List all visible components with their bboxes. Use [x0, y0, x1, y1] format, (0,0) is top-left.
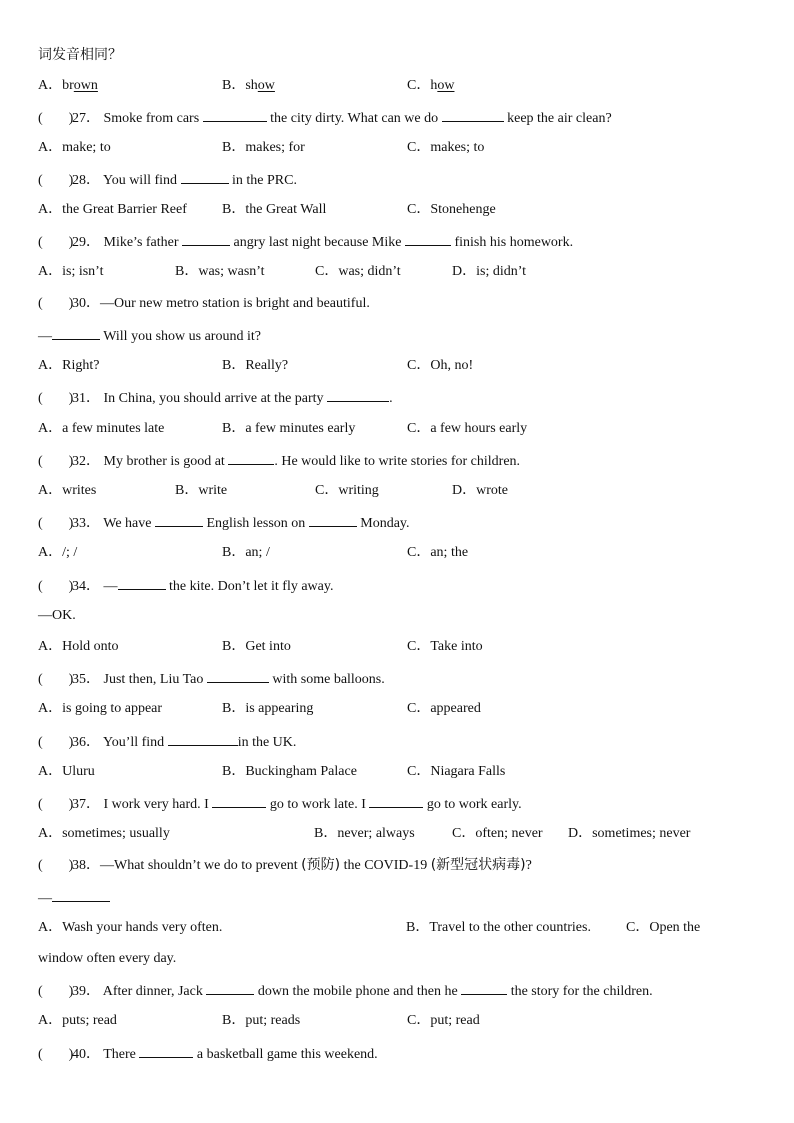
q40-stem: ( )40． There a basketball game this weekend.	[38, 1044, 378, 1062]
question-number: 34．	[72, 579, 100, 594]
question-number: 36．	[72, 735, 100, 750]
q33-stem: ( )33． We have English lesson on Monday.	[38, 513, 410, 531]
option-c[interactable]: C．a few hours early	[407, 421, 528, 436]
option-a[interactable]: A．is; isn’t	[38, 264, 104, 279]
option-b[interactable]: B．makes; for	[222, 140, 305, 155]
option-c[interactable]: C．was; didn’t	[315, 264, 401, 279]
option-a[interactable]: A．a few minutes late	[38, 421, 165, 436]
answer-blank[interactable]	[52, 326, 100, 340]
question-number: 39．	[72, 984, 100, 999]
q38-reply: —	[38, 888, 110, 906]
answer-blank[interactable]	[182, 232, 230, 246]
q30-stem: ( )30．—Our new metro station is bright and beautiful.	[38, 296, 370, 311]
answer-blank[interactable]	[181, 170, 229, 184]
answer-blank[interactable]	[212, 794, 266, 808]
q39-stem: ( )39． After dinner, Jack down the mobile phone and then he the story for the children.	[38, 981, 653, 999]
answer-blank[interactable]	[207, 669, 269, 683]
option-a[interactable]: A．Wash your hands very often.	[38, 920, 223, 935]
q35-stem: ( )35． Just then, Liu Tao with some balloons.	[38, 669, 385, 687]
answer-bracket[interactable]: ( )	[38, 735, 74, 750]
option-b[interactable]: B．Get into	[222, 639, 291, 654]
option-b[interactable]: B．the Great Wall	[222, 202, 327, 217]
option-a[interactable]: A．is going to appear	[38, 701, 163, 716]
answer-blank[interactable]	[52, 888, 110, 902]
option-a[interactable]: A．the Great Barrier Reef	[38, 202, 187, 217]
answer-blank[interactable]	[206, 981, 254, 995]
intro-line	[38, 46, 122, 64]
option-a[interactable]: A．Uluru	[38, 764, 95, 779]
answer-blank[interactable]	[168, 732, 238, 746]
answer-blank[interactable]	[155, 513, 203, 527]
question-number: 33．	[72, 516, 100, 531]
answer-bracket[interactable]: ( )	[38, 235, 74, 250]
option-b[interactable]: B．Buckingham Palace	[222, 764, 357, 779]
option-c[interactable]: C．makes; to	[407, 140, 485, 155]
question-number: 38．	[72, 858, 100, 873]
answer-bracket[interactable]: ( )	[38, 454, 74, 469]
option-c[interactable]: C．appeared	[407, 701, 481, 716]
option-b[interactable]: B．a few minutes early	[222, 421, 356, 436]
option-d[interactable]: D．wrote	[452, 483, 508, 498]
option-b[interactable]: B．an; /	[222, 545, 270, 560]
answer-bracket[interactable]: ( )	[38, 516, 74, 531]
option-c[interactable]: C．Niagara Falls	[407, 764, 506, 779]
answer-bracket[interactable]: ( )	[38, 579, 74, 594]
option-c[interactable]: C．Oh, no!	[407, 358, 474, 373]
option-b[interactable]: B．was; wasn’t	[175, 264, 265, 279]
option-c[interactable]: C．Take into	[407, 639, 483, 654]
answer-blank[interactable]	[118, 576, 166, 590]
answer-bracket[interactable]: ( )	[38, 1047, 74, 1062]
option-a[interactable]: A．make; to	[38, 140, 111, 155]
option-a[interactable]: A．writes	[38, 483, 97, 498]
question-number: 35．	[72, 672, 100, 687]
q36-stem: ( )36． You’ll find in the UK.	[38, 732, 296, 750]
answer-blank[interactable]	[369, 794, 423, 808]
question-number: 40．	[72, 1047, 100, 1062]
option-b[interactable]: B．put; reads	[222, 1013, 301, 1028]
answer-blank[interactable]	[228, 451, 274, 465]
q38-options-continued	[38, 950, 176, 968]
answer-blank[interactable]	[203, 108, 267, 122]
answer-bracket[interactable]: ( )	[38, 797, 74, 812]
answer-blank[interactable]	[139, 1044, 193, 1058]
answer-blank[interactable]	[461, 981, 507, 995]
q34-stem: ( )34． — the kite. Don’t let it fly away.	[38, 576, 333, 594]
option-a[interactable]: A．Right?	[38, 358, 100, 373]
q31-stem: ( )31． In China, you should arrive at the party .	[38, 388, 393, 406]
option-a[interactable]: A．puts; read	[38, 1013, 117, 1028]
intro-text: 词发音相同？	[38, 47, 122, 63]
q37-stem: ( )37． I work very hard. I go to work late. I go to work early.	[38, 794, 522, 812]
option-b[interactable]: B．never; always	[314, 826, 415, 841]
question-number: 27．	[72, 111, 100, 126]
question-number: 28．	[72, 173, 100, 188]
option-a[interactable]: A．brown	[38, 78, 98, 93]
answer-bracket[interactable]: ( )	[38, 296, 74, 311]
answer-blank[interactable]	[327, 388, 389, 402]
option-c[interactable]: C．writing	[315, 483, 379, 498]
question-number: 29．	[72, 235, 100, 250]
question-number: 30．	[72, 296, 100, 311]
option-c-continued[interactable]: window often every day.	[38, 951, 177, 966]
option-b[interactable]: B．write	[175, 483, 228, 498]
q32-stem: ( )32． My brother is good at . He would like to write stories for children.	[38, 451, 520, 469]
answer-bracket[interactable]: ( )	[38, 173, 74, 188]
q38-stem: ( )38．—What shouldn’t we do to prevent (预防) the COVID-19 (新型冠状病毒)?	[38, 857, 532, 873]
option-a[interactable]: A．/; /	[38, 545, 78, 560]
answer-bracket[interactable]: ( )	[38, 111, 74, 126]
question-number: 32．	[72, 454, 100, 469]
option-a[interactable]: A．sometimes; usually	[38, 826, 170, 841]
answer-blank[interactable]	[309, 513, 357, 527]
option-c[interactable]: C．an; the	[407, 545, 469, 560]
q28-stem: ( )28． You will find in the PRC.	[38, 170, 297, 188]
question-number: 31．	[72, 391, 100, 406]
option-c[interactable]: C．Stonehenge	[407, 202, 496, 217]
answer-bracket[interactable]: ( )	[38, 672, 74, 687]
q34-reply: —OK.	[38, 608, 76, 623]
option-c[interactable]: C．put; read	[407, 1013, 480, 1028]
option-c[interactable]: C．Open the	[626, 920, 701, 935]
answer-blank[interactable]	[405, 232, 451, 246]
option-a[interactable]: A．Hold onto	[38, 639, 119, 654]
q27-stem: ( )27． Smoke from cars the city dirty. What can we do keep the air clean?	[38, 108, 612, 126]
option-b[interactable]: B．is appearing	[222, 701, 314, 716]
answer-bracket[interactable]: ( )	[38, 858, 74, 873]
option-b[interactable]: B．Really?	[222, 358, 289, 373]
q29-stem: ( )29． Mike’s father angry last night because Mike finish his homework.	[38, 232, 573, 250]
answer-bracket[interactable]: ( )	[38, 391, 74, 406]
option-c[interactable]: C．often; never	[452, 826, 543, 841]
option-d[interactable]: D．sometimes; never	[568, 826, 691, 841]
answer-blank[interactable]	[442, 108, 504, 122]
option-d[interactable]: D．is; didn’t	[452, 264, 527, 279]
option-c[interactable]: C．how	[407, 78, 455, 93]
q30-reply: — Will you show us around it?	[38, 326, 261, 344]
option-b[interactable]: B．show	[222, 78, 275, 93]
answer-bracket[interactable]: ( )	[38, 984, 74, 999]
question-number: 37．	[72, 797, 100, 812]
option-b[interactable]: B．Travel to the other countries.	[406, 920, 591, 935]
